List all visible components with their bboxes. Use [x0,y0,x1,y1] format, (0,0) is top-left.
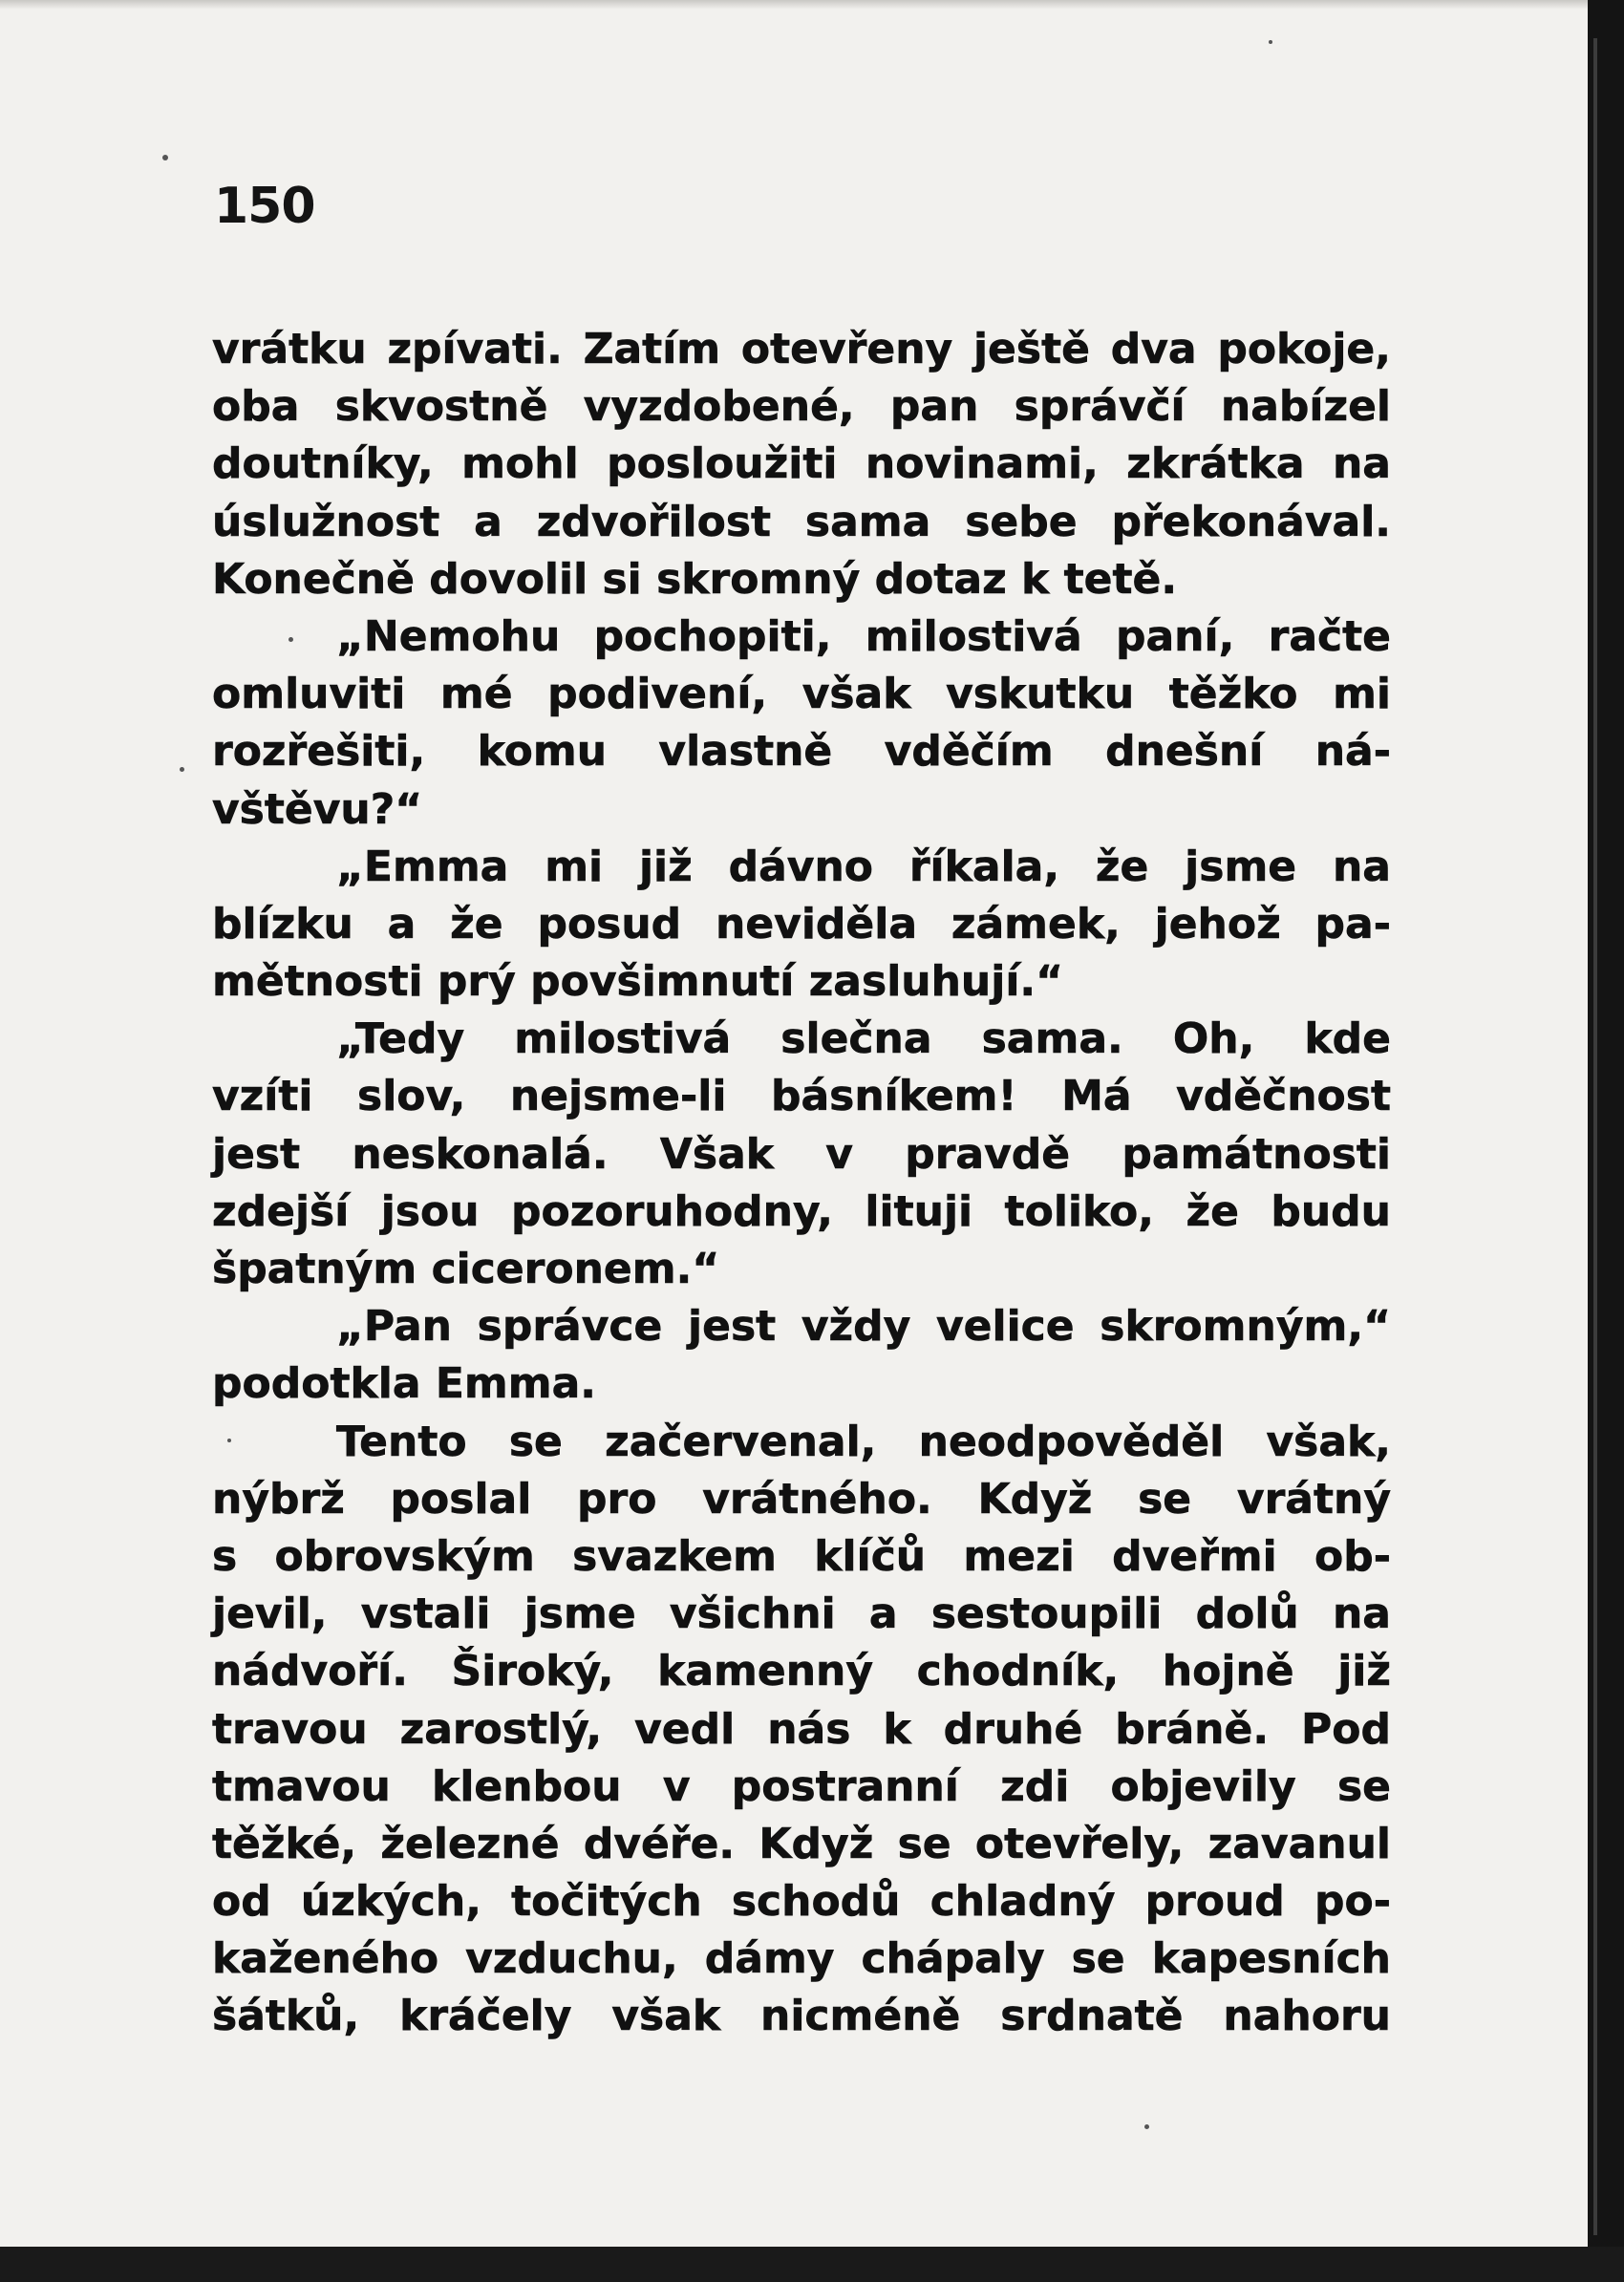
text-line: „Nemohu pochopiti, milostivá paní, račte [336,611,1391,661]
text-line: blízku a že posud neviděla zámek, jehož pa- [212,899,1391,949]
text-line: tmavou klenbou v postranní zdi objevily se [212,1761,1391,1811]
text-line: úslužnost a zdvořilost sama sebe překonával. [212,497,1391,546]
text-line: vrátku zpívati. Zatím otevřeny ještě dva pokoje, [212,325,1391,373]
text-line: travou zarostlý, vedl nás k druhé bráně. Pod [212,1704,1391,1754]
text-line: vzíti slov, nejsme-li básníkem! Má vděčnost [212,1072,1391,1121]
scan-speck [180,767,184,772]
scan-speck [288,637,293,642]
text-line: podotkla Emma. [212,1359,596,1409]
text-line: mětnosti prý povšimnutí zasluhují.“ [212,957,1064,1007]
body-text [212,321,1391,2046]
text-line: doutníky, mohl posloužiti novinami, zkrátka na [212,439,1391,489]
text-line: Konečně dovolil si skromný dotaz k tetě. [212,554,1178,604]
scan-border-bottom [0,2247,1624,2282]
text-line: „Pan správce jest vždy velice skromným,“ [336,1302,1391,1352]
text-line: nádvoří. Široký, kamenný chodník, hojně již [212,1647,1391,1696]
text-line: s obrovským svazkem klíčů mezi dveřmi ob- [212,1531,1391,1581]
text-line: těžké, železné dvéře. Když se otevřely, zavanul [212,1819,1391,1868]
scan-speck [1269,40,1272,44]
text-line: omluviti mé podivení, však vskutku těžko mi [212,670,1391,719]
text-line: kaženého vzduchu, dámy chápaly se kapesních [212,1934,1391,1984]
text-line: od úzkých, točitých schodů chladný proud po- [212,1877,1391,1927]
text-line: zdejší jsou pozoruhodny, lituji toliko, že budu [212,1186,1391,1236]
text-line: jest neskonalá. Však v pravdě památnosti [212,1129,1391,1179]
text-line: „Tedy milostivá slečna sama. Oh, kde [336,1014,1391,1064]
page-top-shadow [0,0,1588,10]
text-line: rozřešiti, komu vlastně vděčím dnešní ná- [212,727,1391,777]
scan-border-right [1588,0,1624,2282]
text-line: jevil, vstali jsme všichni a sestoupili dolů na [212,1589,1391,1639]
text-line: Tento se začervenal, neodpověděl však, [336,1417,1391,1466]
page-number: 150 [214,178,315,235]
text-line: oba skvostně vyzdobené, pan správčí nabízel [212,382,1391,432]
scan-speck [227,1439,231,1442]
text-line: vštěvu?“ [212,784,423,834]
text-line: „Emma mi již dávno říkala, že jsme na [336,842,1391,891]
scan-speck [1144,2124,1149,2129]
text-line: špatným ciceronem.“ [212,1245,720,1293]
scan-speck [162,155,168,160]
text-line: nýbrž poslal pro vrátného. Když se vrátný [212,1474,1391,1524]
text-line: šátků, kráčely však nicméně srdnatě nahoru [212,1992,1391,2041]
